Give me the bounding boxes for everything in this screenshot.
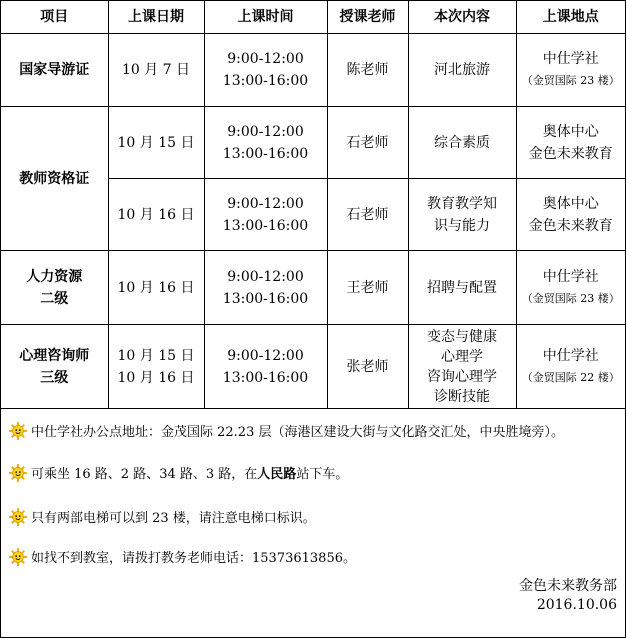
table-row [1,325,625,409]
bus-stop-name: 人民路 [257,467,297,482]
date-cell [108,179,204,251]
note-bus [9,463,348,482]
teacher-cell: 张老师 [327,325,408,409]
location-line: 奥体中心 [542,195,599,212]
time-line: 9:00-12:00 [227,123,304,140]
location-cell [516,325,625,409]
signature-date: 2016.10.06 [536,597,617,613]
time-line: 9:00-12:00 [227,347,304,364]
location-sub: （金贸国际 23 楼） [521,291,620,305]
content-line: 综合素质 [434,134,490,151]
date-line: 10 月 15 日 [117,347,195,364]
project-line: 二级 [40,290,69,307]
table-row [1,34,625,107]
date-line: 10 月 16 日 [117,369,195,386]
content-cell [408,325,516,409]
header-project: 项目 [1,1,108,34]
location-line: 金色未来教育 [528,217,613,234]
teacher-cell: 王老师 [327,251,408,325]
time-cell [204,34,327,107]
content-cell [408,179,516,251]
time-cell [204,179,327,251]
location-main: 中仕学社 [542,347,599,364]
date-cell [108,251,204,325]
header-teacher: 授课老师 [327,1,408,34]
header-content: 本次内容 [408,1,516,34]
location-line: 奥体中心 [542,123,599,140]
sun-smiley-icon [9,464,27,482]
bus-suffix: 站下车。 [296,467,349,482]
address-text: 中仕学社办公点地址：金茂国际 22.23 层（海港区建设大街与文化路交汇处，中央胜境旁）。 [31,425,564,440]
location-cell [516,107,625,179]
location-cell [516,179,625,251]
time-line: 13:00-16:00 [222,290,309,307]
time-cell [204,251,327,325]
teacher-cell: 石老师 [327,107,408,179]
project-cell: 教师资格证 [1,107,108,251]
content-line: 变态与健康 [427,328,497,345]
location-sub: （金贸国际 23 楼） [521,74,620,87]
note-phone [9,547,356,566]
schedule-table [1,1,625,409]
content-line: 教育教学知 [427,195,497,212]
header-location: 上课地点 [516,1,625,34]
content-line: 河北旅游 [434,62,490,78]
project-line: 心理咨询师 [19,347,90,364]
note-elevator [9,507,316,526]
content-cell [408,34,516,107]
time-line: 13:00-16:00 [222,217,309,234]
date-line: 10 月 16 日 [117,206,195,223]
project-cell [1,251,108,325]
header-row [1,1,625,34]
header-date: 上课日期 [108,1,204,34]
project-line: 三级 [40,369,69,386]
content-cell [408,251,516,325]
date-cell [108,325,204,409]
time-line: 9:00-12:00 [227,268,304,285]
time-line: 13:00-16:00 [222,73,309,89]
teacher-cell: 石老师 [327,179,408,251]
elevator-text: 只有两部电梯可以到 23 楼，请注意电梯口标识。 [31,511,316,526]
sun-smiley-icon [9,422,27,440]
location-line: 金色未来教育 [528,145,613,162]
location-sub: （金贸国际 22 楼） [521,370,620,384]
content-line: 诊断技能 [434,388,490,405]
date-line: 10 月 16 日 [117,279,195,296]
content-line: 招聘与配置 [427,279,497,296]
location-main: 中仕学社 [542,51,599,67]
time-line: 13:00-16:00 [222,145,309,162]
project-cell [1,325,108,409]
teacher-cell: 陈老师 [327,34,408,107]
content-cell [408,107,516,179]
time-line: 9:00-12:00 [227,195,304,212]
note-address [9,421,564,440]
time-cell [204,107,327,179]
time-cell [204,325,327,409]
date-cell [108,107,204,179]
content-line: 咨询心理学 [427,368,497,385]
time-line: 9:00-12:00 [227,51,304,67]
date-line: 10 月 7 日 [121,62,191,78]
location-main: 中仕学社 [542,268,599,285]
sun-smiley-icon [9,508,27,526]
project-cell: 国家导游证 [1,34,108,107]
date-line: 10 月 15 日 [117,134,195,151]
content-line: 识与能力 [434,217,490,234]
date-cell [108,34,204,107]
table-row [1,251,625,325]
phone-text: 如找不到教室，请拨打教务老师电话：15373613856。 [31,551,356,566]
table-row [1,107,625,179]
content-line: 心理学 [441,348,483,365]
sun-smiley-icon [9,548,27,566]
bus-text: 可乘坐 16 路、2 路、34 路、3 路，在 [31,467,258,482]
location-cell [516,34,625,107]
project-line: 人力资源 [26,268,83,285]
time-line: 13:00-16:00 [222,369,309,386]
location-cell [516,251,625,325]
signature-org: 金色未来教务部 [519,578,617,594]
header-time: 上课时间 [204,1,327,34]
